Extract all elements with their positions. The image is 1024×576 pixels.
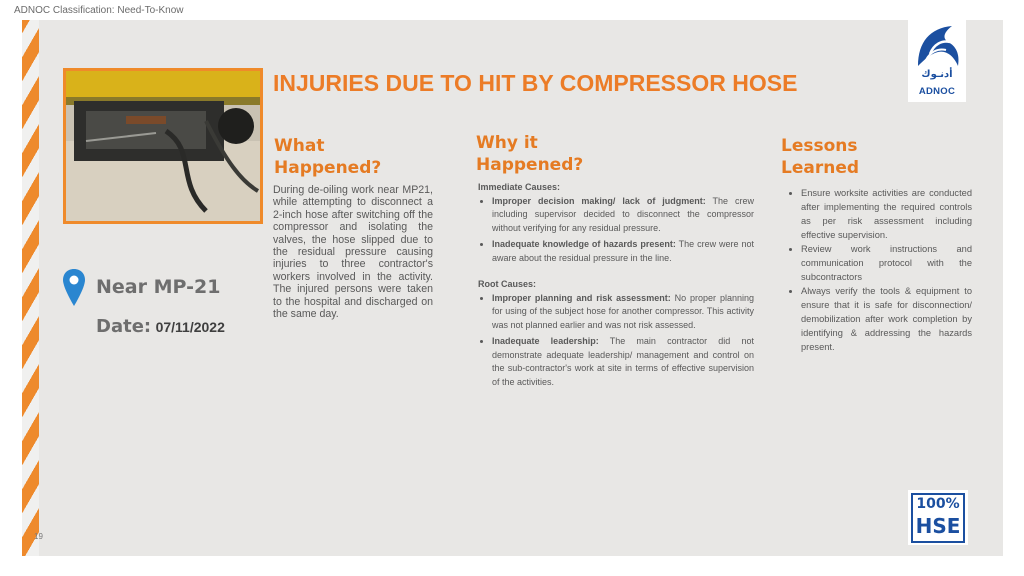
lessons-heading-line1: Lessons — [781, 136, 858, 156]
cause-title: Inadequate knowledge of hazards present: — [492, 239, 676, 249]
hazard-stripe-border — [22, 20, 39, 556]
date-label: Date: — [96, 316, 152, 337]
incident-photo — [63, 68, 263, 224]
what-happened-heading — [274, 135, 381, 179]
lessons-learned-list — [784, 186, 972, 354]
incident-photo-image — [66, 71, 260, 221]
slide — [22, 20, 1003, 556]
root-cause-item — [492, 335, 754, 389]
immediate-cause-item — [492, 238, 754, 265]
cause-text: No proper planning for using of the subject hose for another compressor. This activity was not planned earlier and was not risk assessed. — [492, 292, 754, 330]
hse-badge — [908, 490, 968, 545]
root-causes-label: Root Causes: — [478, 279, 537, 289]
incident-date — [96, 316, 225, 337]
immediate-cause-item — [492, 195, 754, 236]
page-number: 19 — [34, 532, 43, 541]
cause-title: Improper planning and risk assessment: — [492, 292, 671, 303]
why-heading-line2: Happened? — [476, 155, 584, 175]
cause-text: The main contractor did not demonstrate adequate leadership/ management and control on the sub-contractor's work at site in terms of effective supervision of the activities. — [492, 336, 754, 387]
why-happened-block — [478, 181, 754, 392]
why-happened-heading — [476, 132, 583, 176]
slide-title: INJURIES DUE TO HIT BY COMPRESSOR HOSE — [273, 70, 798, 96]
logo-arabic-text: أدنـوك — [921, 69, 953, 80]
lesson-item: • Review work instructions and communication protocol with the subcontractors — [801, 242, 972, 284]
date-value: 07/11/2022 — [155, 319, 225, 335]
what-heading-line1: What — [274, 136, 325, 156]
why-heading-line1: Why it — [476, 133, 538, 153]
logo-name: ADNOC — [918, 86, 956, 97]
lesson-item: • Ensure worksite activities are conducted after implementing the required controls as per risk assessment including effective supervision. — [801, 186, 972, 242]
immediate-causes-list — [478, 195, 754, 266]
hse-badge-top: 100% — [916, 496, 960, 512]
cause-text: The crew including supervisor decided to disconnect the compressor without verifying for any residual pressure. — [492, 195, 755, 233]
hse-badge-frame — [911, 493, 965, 543]
location-pin-icon — [62, 268, 86, 308]
cause-title: Improper decision making/ lack of judgment: — [492, 195, 706, 206]
root-cause-item — [492, 292, 754, 333]
immediate-causes-label: Immediate Causes: — [478, 182, 561, 192]
root-causes-list — [478, 292, 754, 390]
adnoc-logo — [908, 20, 966, 102]
incident-location: Near MP-21 — [96, 276, 221, 298]
classification-label: ADNOC Classification: Need-To-Know — [14, 5, 184, 16]
what-happened-text: During de-oiling work near MP21, while attempting to disconnect a 2-inch hose after switching off the compressor and isolating the valves, the hose slipped due to the residual pressure causing injuries to three contractor's workers involved in the activity. The injured persons were taken to the hospital and discharged on the same day. — [273, 184, 433, 321]
lesson-item: • Always verify the tools & equipment to ensure that it is safe for disconnection/ demobilization after work completion by identifying & addressing the hazards present. — [801, 284, 972, 354]
falcon-emblem-icon — [908, 20, 966, 70]
lessons-learned-heading — [781, 135, 859, 179]
what-heading-line2: Happened? — [274, 158, 382, 178]
hse-badge-bottom: HSE — [915, 514, 961, 538]
cause-text: The crew were not aware about the residual pressure in the line. — [492, 239, 754, 263]
cause-title: Inadequate leadership: — [492, 336, 599, 346]
lessons-heading-line2: Learned — [781, 158, 860, 178]
